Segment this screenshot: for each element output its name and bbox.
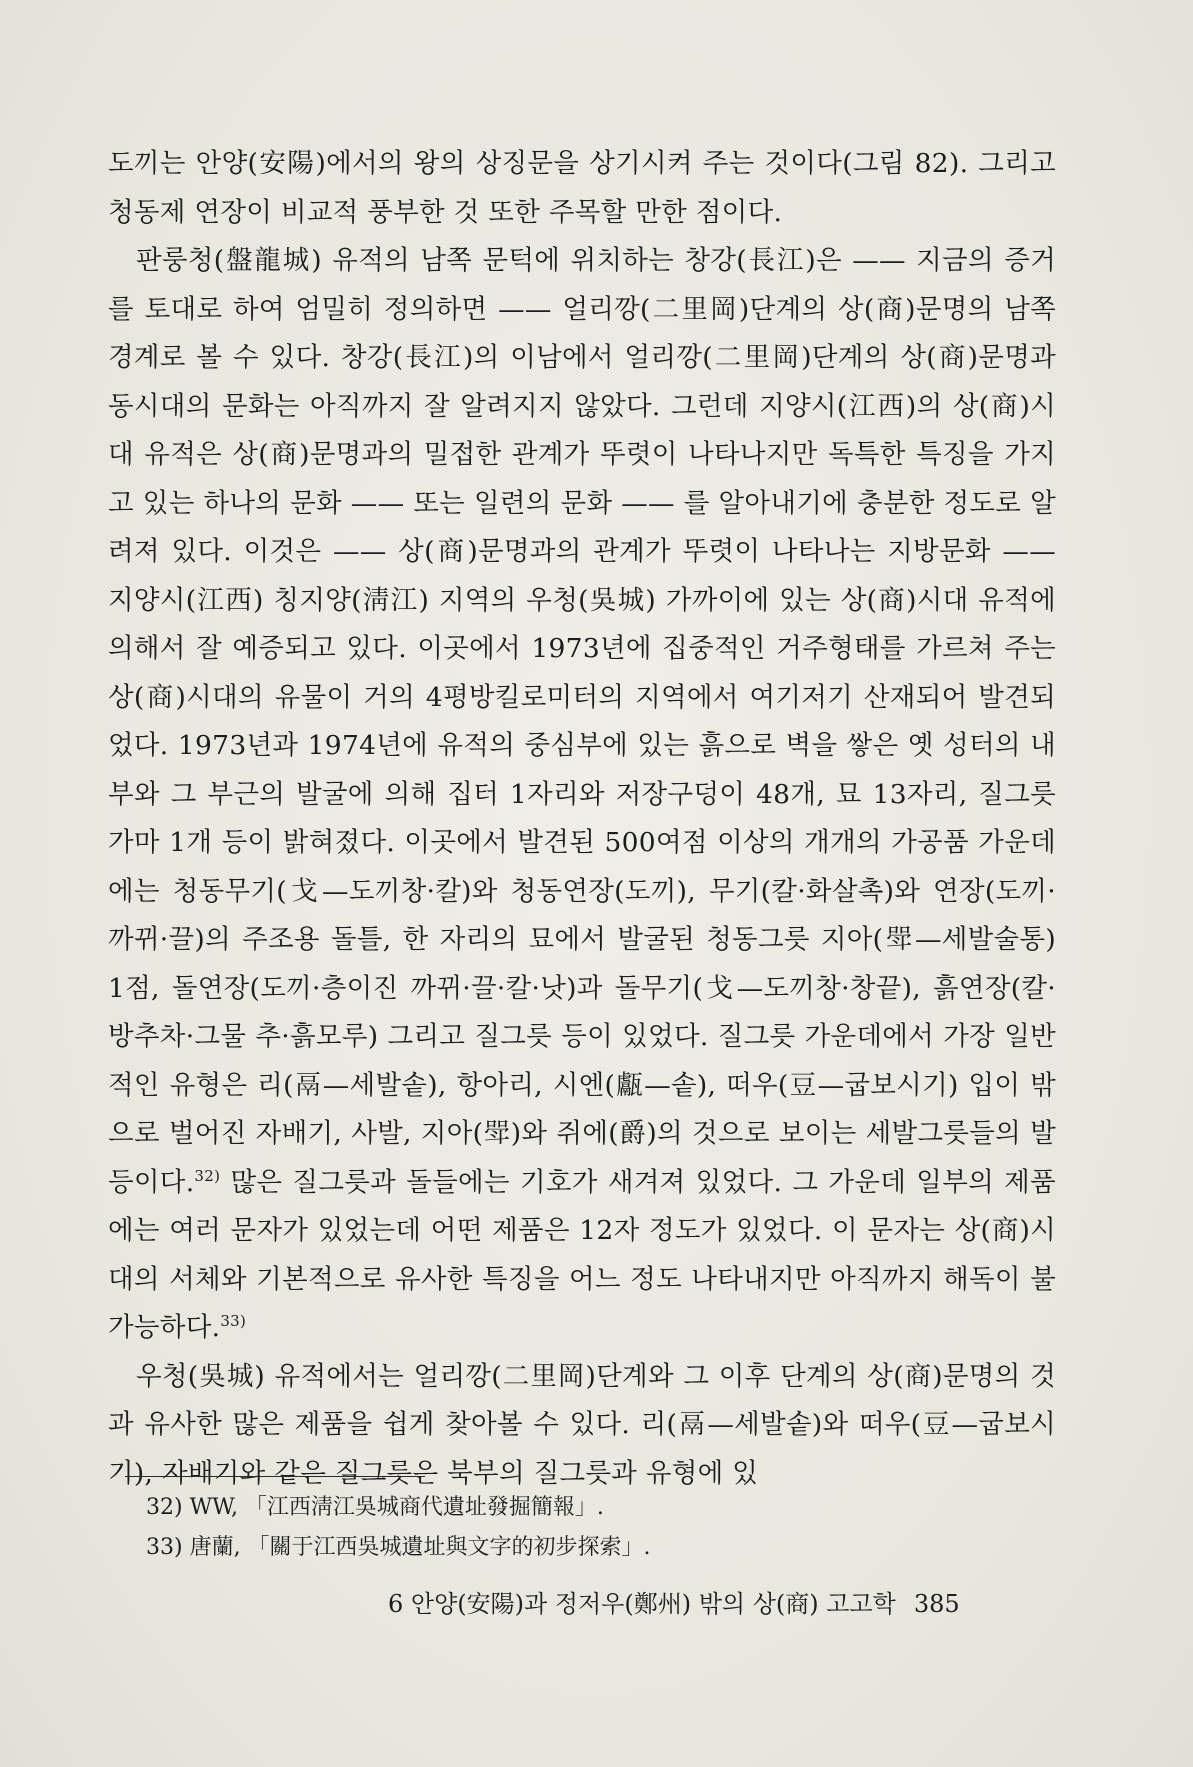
footnotes	[146, 1488, 1026, 1568]
footnote-mark: 33)	[220, 1312, 247, 1331]
footnote-32: 32) WW, 「江西淸江吳城商代遺址發掘簡報」.	[146, 1495, 604, 1520]
footnote-33: 33) 唐蘭, 「關于江西吳城遺址與文字的初步探索」.	[146, 1535, 651, 1560]
page-number: 385	[913, 1590, 960, 1618]
paragraph-text: 많은 질그릇과 돌들에는 기호가 새겨져 있었다. 그 가운데 일부의 제품에는 여러 문자가 있었는데 어떤 제품은 12자 정도가 있었다. 이 문자는 상(商)시대의 서체와 기본적으로 유사한 특징을 어느 정도 나타내지만 아직까지 해독이 불가능하다.	[108, 1166, 1056, 1343]
paragraph-text: 판룽청(盤龍城) 유적의 남쪽 문턱에 위치하는 창강(長江)은 —— 지금의 증거를 토대로 하여 엄밀히 정의하면 —— 얼리깡(二里岡)단계의 상(商)문명의 남쪽 경계로 볼 수 있다. 창강(長江)의 이남에서 얼리깡(二里岡)단계의 상(商)문명과 동시대의 문화는 아직까지 잘 알려지지 않았다. 그런데 지양시(江西)의 상(商)시대 유적은 상(商)문명과의 밀접한 관계가 뚜렷이 나타나지만 독특한 특징을 가지고 있는 하나의 문화 —— 또는 일련의 문화 —— 를 알아내기에 충분한 정도로 알려져 있다. 이것은 —— 상(商)문명과의 관계가 뚜렷이 나타나는 지방문화 —— 지양시(江西) 칭지양(淸江) 지역의 우청(吳城) 가까이에 있는 상(商)시대 유적에 의해서 잘 예증되고 있다. 이곳에서 1973년에 집중적인 거주형태를 가르쳐 주는 상(商)시대의 유물이 거의 4평방킬로미터의 지역에서 여기저기 산재되어 발견되었다. 1973년과 1974년에 유적의 중심부에 있는 흙으로 벽을 쌓은 옛 성터의 내부와 그 부근의 발굴에 의해 집터 1자리와 저장구덩이 48개, 묘 13자리, 질그릇가마 1개 등이 밝혀졌다. 이곳에서 발견된 500여점 이상의 개개의 가공품 가운데에는 청동무기(戈—도끼창·칼)와 청동연장(도끼), 무기(칼·화살촉)와 연장(도끼·까뀌·끌)의 주조용 돌틀, 한 자리의 묘에서 발굴된 청동그릇 지아(斝—세발술통) 1점, 돌연장(도끼·층이진 까뀌·끌·칼·낫)과 돌무기(戈—도끼창·창끝), 흙연장(칼·방추차·그물 추·흙모루) 그리고 질그릇 등이 있었다. 질그릇 가운데에서 가장 일반적인 유형은 리(鬲—세발솥), 항아리, 시엔(甗—솥), 떠우(豆—굽보시기) 입이 밖으로 벌어진 자배기, 사발, 지아(斝)와 쥐에(爵)의 것으로 보이는 세발그릇들의 발 등이다.	[108, 245, 1056, 1198]
footnote-divider	[125, 1476, 425, 1477]
paragraph-wucheng: 우청(吳城) 유적에서는 얼리깡(二里岡)단계와 그 이후 단계의 상(商)문명의 것과 유사한 많은 제품을 쉽게 찾아볼 수 있다. 리(鬲—세발솥)와 떠우(豆—굽보시기), 자배기와 같은 질그릇은 북부의 질그릇과 유형에 있	[108, 1360, 1056, 1489]
running-footer	[388, 1586, 1048, 1622]
footnote-mark: 32)	[194, 1166, 221, 1185]
paragraph-panlongcheng	[108, 237, 1056, 1353]
chapter-title: 6 안양(安陽)과 정저우(鄭州) 밖의 상(商) 고고학	[388, 1590, 896, 1618]
body-text	[108, 140, 1056, 1498]
paragraph-continuation: 도끼는 안양(安陽)에서의 왕의 상징문을 상기시켜 주는 것이다(그림 82). 그리고 청동제 연장이 비교적 풍부한 것 또한 주목할 만한 점이다.	[108, 148, 1056, 228]
